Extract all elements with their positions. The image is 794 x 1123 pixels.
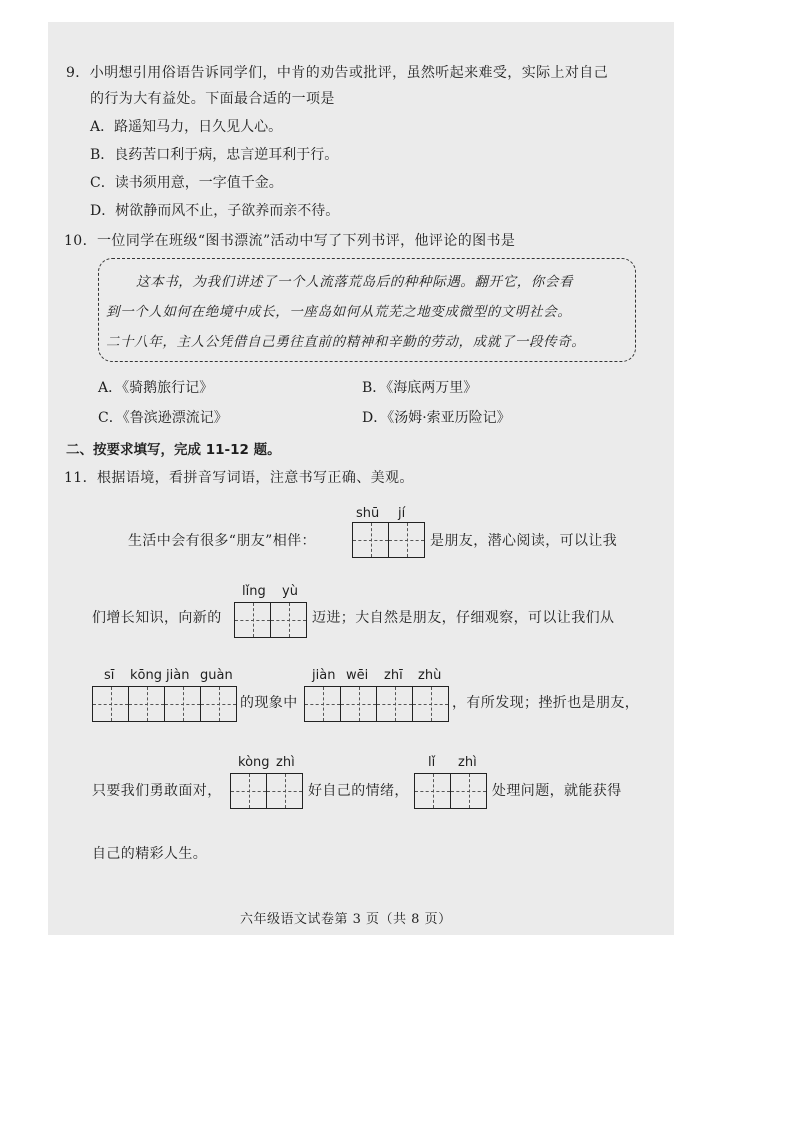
review-line-2: 到一个人如何在绝境中成长，一座岛如何从荒芜之地变成微型的文明社会。 [106,304,572,320]
review-line-3: 二十八年，主人公凭借自己勇往直前的精神和辛勤的劳动，成就了一段传奇。 [106,334,586,350]
q11-text-9: 处理问题，就能获得 [492,783,622,799]
q11-text-1: 生活中会有很多“朋友”相伴： [128,533,316,549]
q9-option-b: B．良药苦口利于病，忠言逆耳利于行。 [90,147,339,163]
q10-option-b: B．《海底两万里》 [362,380,478,396]
answer-cell[interactable] [231,774,267,808]
q9-stem-line1: 9．小明想引用俗语告诉同学们，中肯的劝告或批评，虽然听起来难受，实际上对自己 [66,65,609,81]
answer-cell[interactable] [271,603,306,637]
answer-grid-lizhi[interactable] [414,773,487,809]
answer-cell[interactable] [413,687,448,721]
answer-grid-jianweizhizhu[interactable] [304,686,449,722]
q9-option-a: A．路遥知马力，日久见人心。 [90,119,283,135]
answer-grid-sikongjianguan[interactable] [92,686,237,722]
pinyin-zhi2: zhì [276,755,295,770]
q9-option-c: C．读书须用意，一字值千金。 [90,175,283,191]
pinyin-ling: lǐng [242,584,266,599]
page-footer: 六年级语文试卷第 3 页（共 8 页） [240,912,452,927]
answer-cell[interactable] [389,523,424,557]
q10-option-c: C．《鲁滨逊漂流记》 [98,410,228,426]
pinyin-kong: kōng [130,668,162,683]
q11-text-8: 好自己的情绪， [308,783,409,799]
q11-text-4: 迈进；大自然是朋友，仔细观察，可以让我们从 [312,610,615,626]
q11-text-7: 只要我们勇敢面对， [92,783,222,799]
answer-cell[interactable] [267,774,302,808]
answer-cell[interactable] [377,687,413,721]
q11-text-10: 自己的精彩人生。 [92,846,208,862]
answer-cell[interactable] [305,687,341,721]
pinyin-si: sī [104,668,115,683]
answer-cell[interactable] [235,603,271,637]
pinyin-jian: jiàn [166,668,190,683]
review-line-1: 这本书，为我们讲述了一个人流落荒岛后的种种际遇。翻开它，你会看 [136,274,574,290]
answer-cell[interactable] [165,687,201,721]
pinyin-wei: wēi [346,668,369,683]
pinyin-shu: shū [356,506,380,521]
answer-cell[interactable] [353,523,389,557]
pinyin-zhi: zhī [384,668,403,683]
answer-cell[interactable] [129,687,165,721]
q11-text-5: 的现象中 [240,695,298,711]
pinyin-li: lǐ [428,755,436,770]
q9-option-d: D．树欲静而风不止，子欲养而亲不待。 [90,203,340,219]
pinyin-ji: jí [398,506,406,521]
answer-cell[interactable] [451,774,486,808]
pinyin-zhu: zhù [418,668,442,683]
section-2-heading: 二、按要求填写，完成 11-12 题。 [66,442,281,458]
q9-stem-line2: 的行为大有益处。下面最合适的一项是 [90,91,335,107]
answer-grid-kongzhi[interactable] [230,773,303,809]
answer-cell[interactable] [93,687,129,721]
q10-option-d: D．《汤姆·索亚历险记》 [362,410,511,426]
pinyin-zhi3: zhì [458,755,477,770]
answer-cell[interactable] [341,687,377,721]
pinyin-yu: yù [282,584,298,599]
answer-cell[interactable] [415,774,451,808]
pinyin-jian2: jiàn [312,668,336,683]
pinyin-kong2: kòng [238,755,270,770]
answer-cell[interactable] [201,687,236,721]
q11-text-3: 们增长知识，向新的 [92,610,222,626]
q10-option-a: A．《骑鹅旅行记》 [98,380,214,396]
q11-text-2: 是朋友，潜心阅读，可以让我 [430,533,618,549]
q11-stem: 11．根据语境，看拼音写词语，注意书写正确、美观。 [64,470,414,486]
q10-stem: 10．一位同学在班级“图书漂流”活动中写了下列书评，他评论的图书是 [64,233,516,249]
answer-grid-shuji[interactable] [352,522,425,558]
pinyin-guan: guàn [200,668,233,683]
answer-grid-lingyu[interactable] [234,602,307,638]
q11-text-6: ，有所发现；挫折也是朋友， [452,695,640,711]
